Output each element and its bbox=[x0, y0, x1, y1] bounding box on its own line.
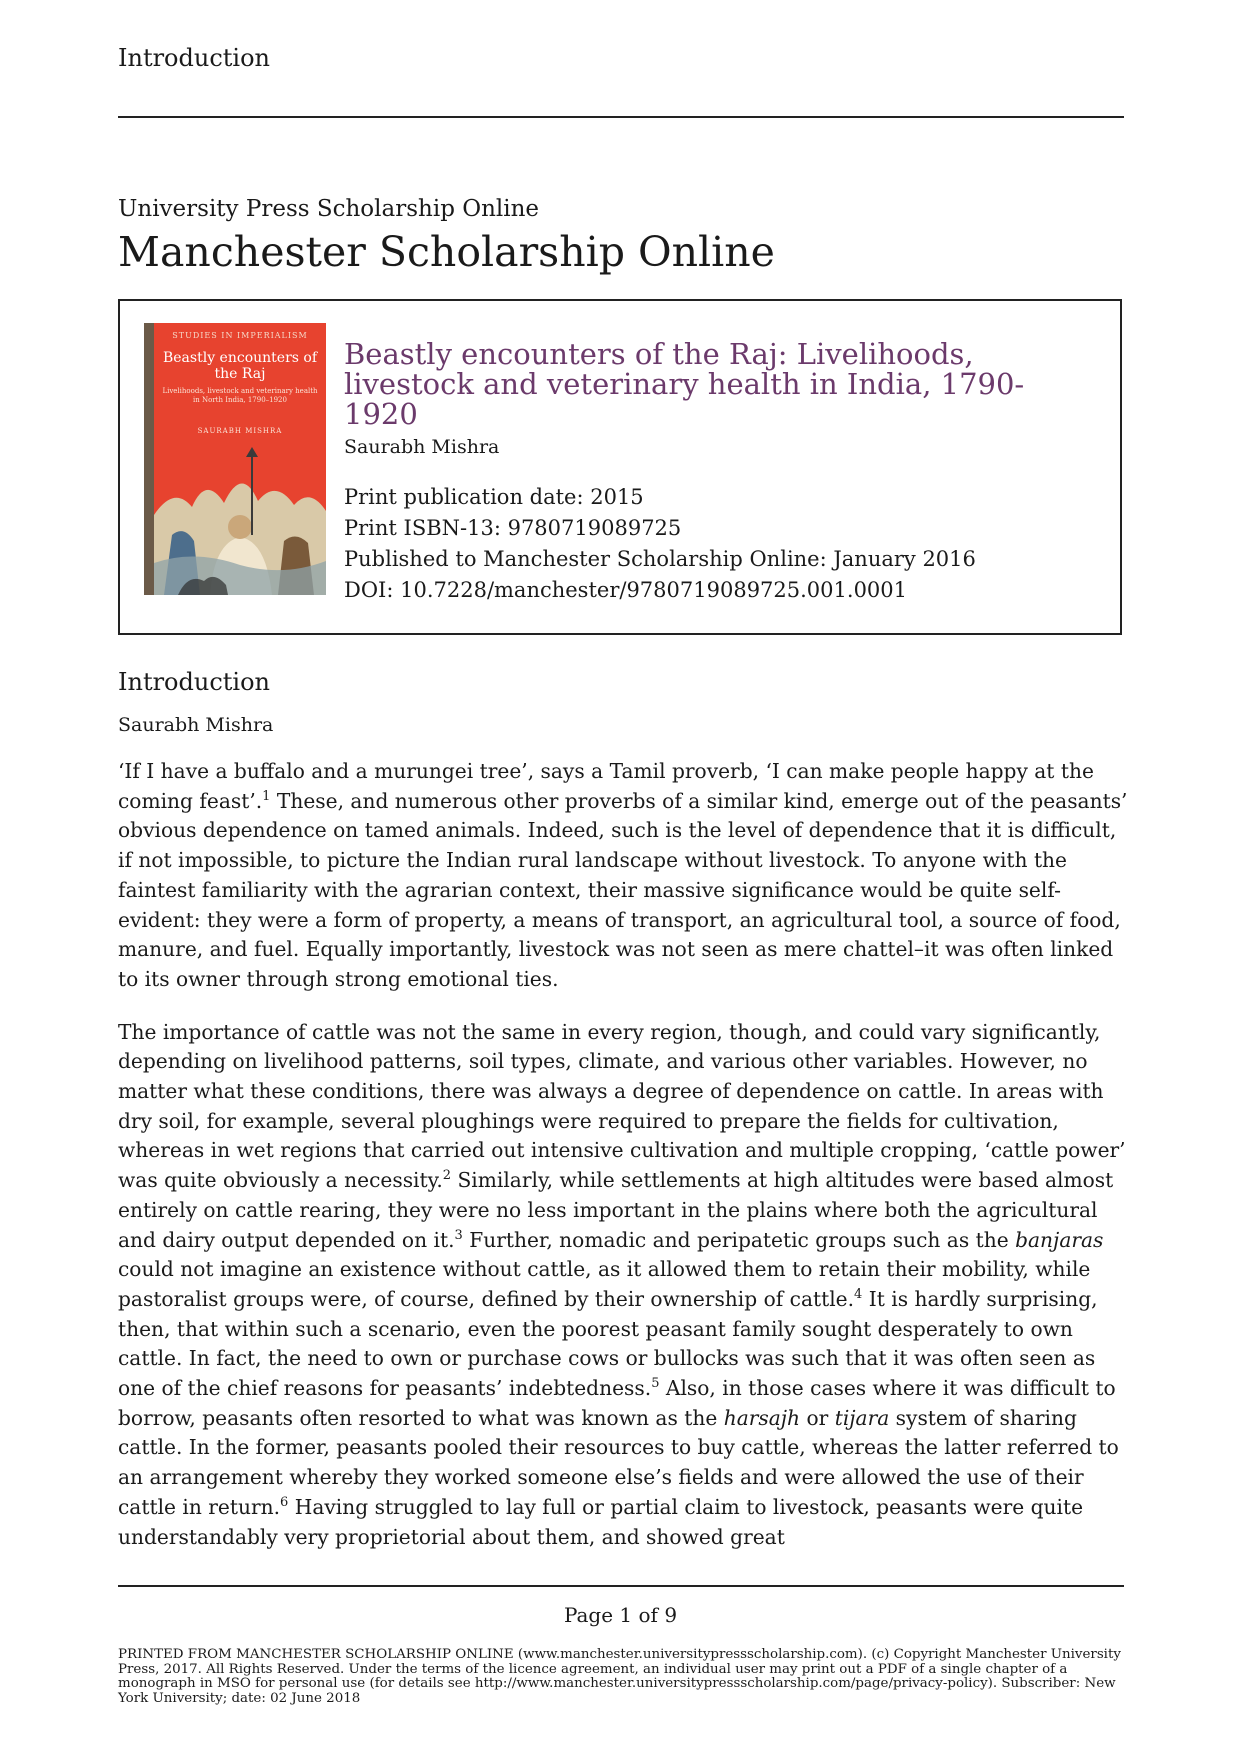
chapter-body bbox=[118, 757, 1128, 1575]
footer-divider bbox=[118, 1585, 1124, 1587]
book-info-box bbox=[118, 299, 1122, 635]
footnote-ref[interactable]: 1 bbox=[262, 788, 271, 804]
footnote-ref[interactable]: 3 bbox=[454, 1227, 463, 1243]
paragraph-2: The importance of cattle was not the same in every region, though, and could vary significantly, depending on livelihood patterns, soil types, climate, and various other variables. However, no matter what these conditions, there was always a degree of dependence on cattle. In areas with dry soil, for example, several ploughings were required to prepare the fields for cultivation, whereas in wet regions that carried out intensive cultivation and multiple cropping, ‘cattle power’ was quite obviously a necessity.$^2$ Similarly, while settlements at high altitudes were based almost entirely on cattle rearing, they were no less important in the plains where both the agricultural and dairy output depended on it.$^3$ Further, nomadic and peripatetic groups such as the banjaras could not imagine an existence without cattle, as it allowed them to retain their mobility, while pastoralist groups were, of course, defined by their ownership of cattle.$^4$ It is hardly surprising, then, that within such a scenario, even the poorest peasant family sought desperately to own cattle. In fact, the need to own or purchase cows or bullocks was such that it was often seen as one of the chief reasons for peasants’ indebtedness.$^5$ Also, in those cases where it was difficult to borrow, peasants often resorted to what was known as the harsajh or tijara system of sharing cattle. In the former, peasants pooled their resources to buy cattle, whereas the latter referred to an arrangement whereby they worked someone else’s fields and were allowed the use of their cattle in return.$^6$ Having struggled to lay full or partial claim to livestock, peasants were quite understandably very proprietorial about them, and showed great bbox=[118, 1019, 1126, 1549]
cover-illustration bbox=[154, 445, 326, 595]
page-number: Page 1 of 9 bbox=[563, 1603, 678, 1627]
footnote-ref[interactable]: 4 bbox=[854, 1286, 863, 1302]
cover-author: SAURABH MISHRA bbox=[197, 427, 283, 435]
footnote-ref[interactable]: 2 bbox=[442, 1168, 452, 1184]
header-divider bbox=[118, 116, 1124, 118]
italic-term: tijara bbox=[834, 1405, 890, 1430]
book-author: Saurabh Mishra bbox=[344, 436, 500, 458]
italic-term: banjaras bbox=[1015, 1227, 1104, 1252]
book-cover-image bbox=[144, 323, 326, 595]
book-metadata bbox=[344, 482, 976, 606]
italic-term: harsajh bbox=[723, 1405, 801, 1430]
print-publication-date: Print publication date: 2015 bbox=[344, 485, 644, 509]
doi: DOI: 10.7228/manchester/9780719089725.001.0001 bbox=[344, 578, 908, 602]
chapter-author: Saurabh Mishra bbox=[118, 714, 274, 736]
cover-subtitle: Livelihoods, livestock and veterinary health in North India, 1790–1920 bbox=[162, 387, 318, 404]
site-name: Manchester Scholarship Online bbox=[118, 228, 775, 276]
cover-series: STUDIES IN IMPERIALISM bbox=[172, 331, 308, 340]
chapter-title: Introduction bbox=[118, 668, 270, 696]
cover-title: Beastly encounters of the Raj bbox=[162, 350, 318, 382]
running-head: Introduction bbox=[118, 44, 270, 72]
book-title[interactable]: Beastly encounters of the Raj: Livelihoods, livestock and veterinary health in India, 1790-1920 bbox=[344, 337, 1025, 431]
press-name: University Press Scholarship Online bbox=[118, 196, 540, 222]
online-publication-date: Published to Manchester Scholarship Online: January 2016 bbox=[344, 547, 976, 571]
print-isbn: Print ISBN-13: 9780719089725 bbox=[344, 516, 682, 540]
footnote-ref[interactable]: 5 bbox=[651, 1376, 660, 1392]
copyright-footer: PRINTED FROM MANCHESTER SCHOLARSHIP ONLINE (www.manchester.universitypressscholarship.com). (c) Copyright Manchester University Press, 2017. All Rights Reserved. Under the terms of the licence agreement, an individual user may print out a PDF of a single chapter of a monograph in MSO for personal use (for details see http://www.manchester.universitypressscholarship.com/page/privacy-policy). Subscriber: New York University; date: 02 June 2018 bbox=[118, 1647, 1121, 1706]
paragraph-1: ‘If I have a buffalo and a murungei tree’, says a Tamil proverb, ‘I can make people happy at the coming feast’.$^1$ These, and numerous other proverbs of a similar kind, emerge out of the peasants’ obvious dependence on tamed animals. Indeed, such is the level of dependence that it is difficult, if not impossible, to picture the Indian rural landscape without livestock. To anyone with the faintest familiarity with the agrarian context, their massive significance would be quite self-evident: they were a form of property, a means of transport, an agricultural tool, a source of food, manure, and fuel. Equally importantly, livestock was not seen as mere chattel–it was often linked to its owner through strong emotional ties. bbox=[118, 759, 1128, 991]
footnote-ref[interactable]: 6 bbox=[280, 1494, 289, 1510]
